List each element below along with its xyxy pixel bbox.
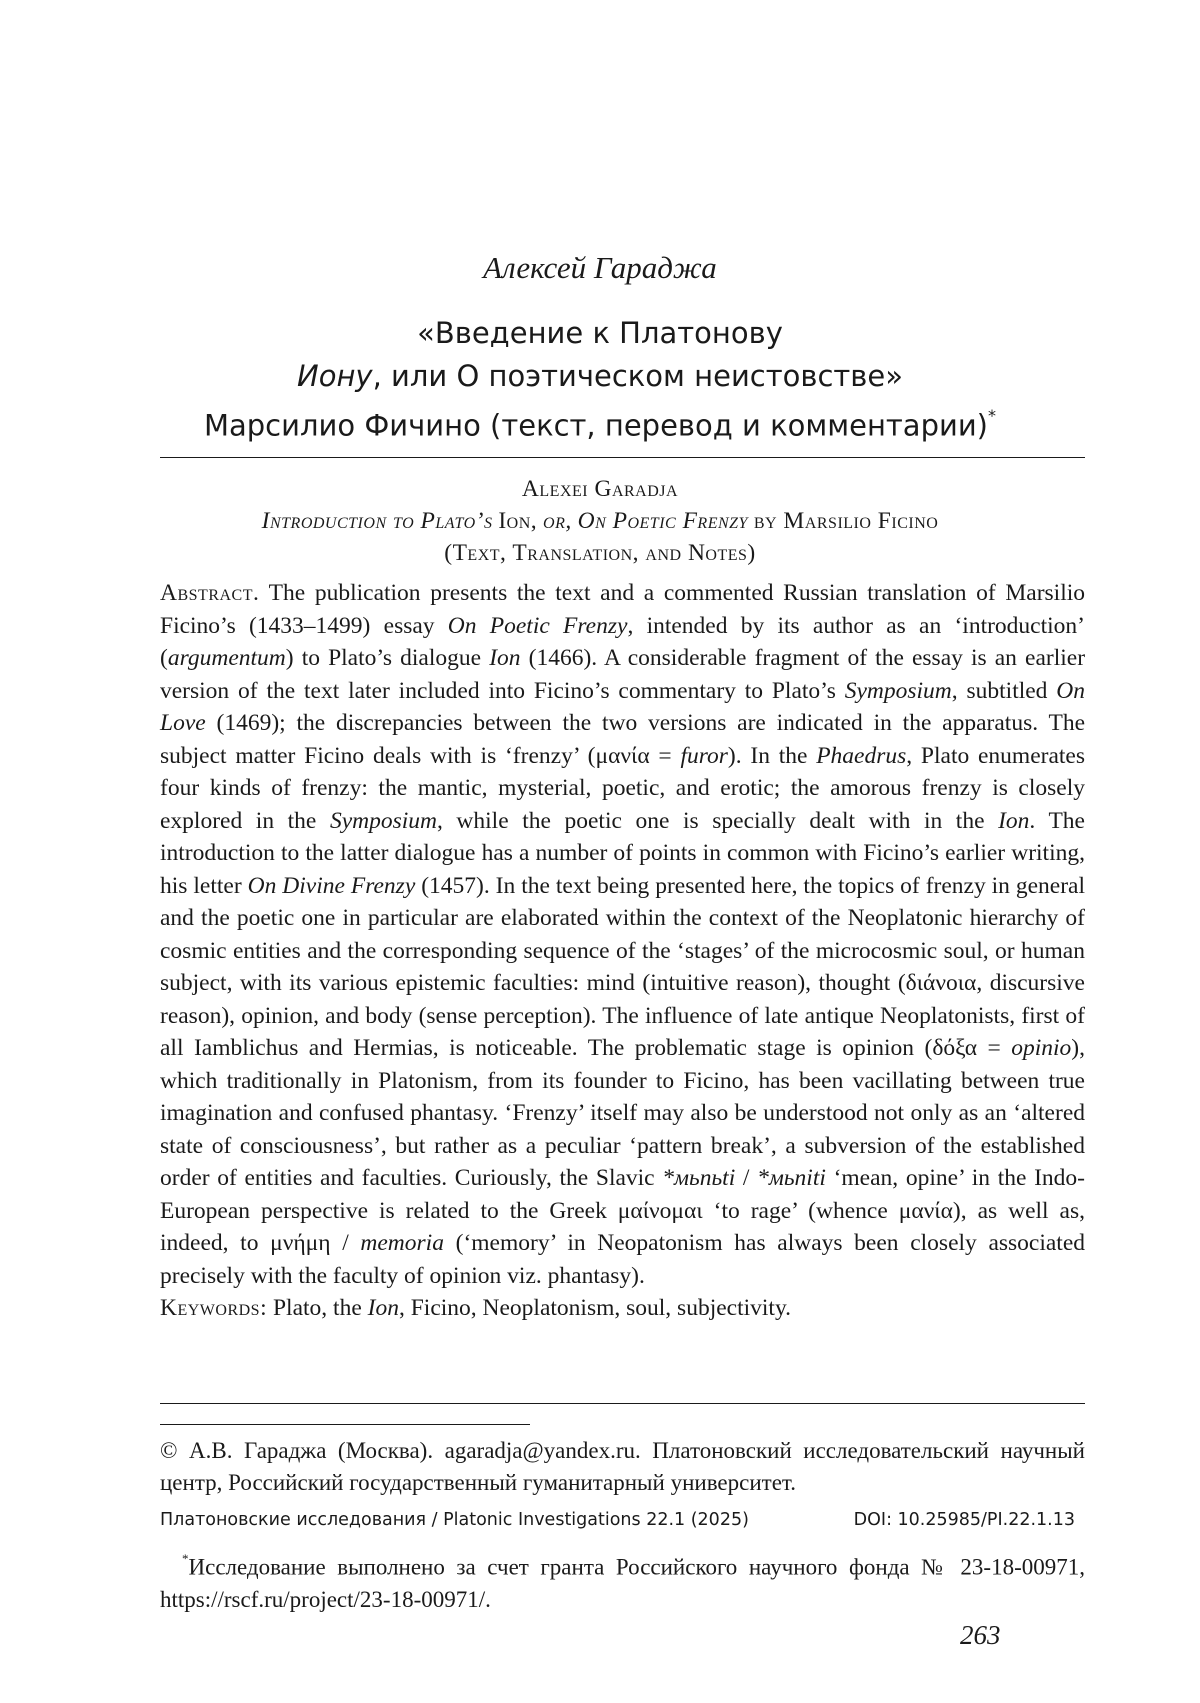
abstract-fragment: (1469); the discrepancies between the two versions are indicated in the apparatus. The subject matter Ficino deals with is ‘frenzy’ (μανία = xyxy=(160,710,1086,769)
keywords-italic: Ion xyxy=(367,1295,399,1321)
abstract-italic: furor xyxy=(680,742,728,769)
abstract-italic: On Divine Frenzy xyxy=(247,872,416,899)
abstract-fragment: , intended by its author as an ‘introduction’ ( xyxy=(160,612,1085,671)
abstract-italic: opinio xyxy=(1011,1035,1072,1061)
abstract-fragment: ). In the xyxy=(727,742,808,769)
abstract-text xyxy=(160,577,1085,1292)
en-header xyxy=(0,473,1200,569)
keywords-fragment: , Ficino, Neoplatonism, soul, subjectivity. xyxy=(398,1295,792,1321)
journal-citation: Платоновские исследования / Platonic Investigations 22.1 (2025) xyxy=(160,1510,749,1530)
abstract-italic: argumentum xyxy=(167,645,286,671)
en-title-e: by Marsilio Ficino xyxy=(753,508,939,534)
doi: DOI: 10.25985/PI.22.1.13 xyxy=(853,1510,1075,1530)
en-author: Alexei Garadja xyxy=(521,476,679,502)
ru-title xyxy=(0,312,1200,448)
abstract-fragment: (‘memory’ in Neopatonism has always been closely associated precisely with the faculty of opinion viz. phantasy). xyxy=(160,1230,1086,1289)
abstract-fragment: , subtitled xyxy=(951,677,1048,704)
abstract xyxy=(160,577,1085,1325)
abstract-italic: Phaedrus xyxy=(816,742,907,769)
title-footnote-mark: * xyxy=(988,406,996,425)
en-title-a: Introduction to Plato’s xyxy=(261,508,493,534)
abstract-fragment: ), which traditionally in Platonism, from its founder to Ficino, has been vacillating between true imagination and confused phantasy. ‘Frenzy’ itself may also be understood not only as an ‘altered state of consciousness’, but rather as a peculiar ‘pattern break’, a subversion of the established order of entities and faculties. Curiously, the Slavic xyxy=(160,1035,1085,1191)
abstract-italic: Ion xyxy=(998,807,1030,834)
abstract-italic: Symposium xyxy=(844,677,952,704)
footnote-rule xyxy=(160,1424,530,1425)
abstract-fragment: (1457). In the text being presented here, the topics of frenzy in general and the poetic one in particular are elaborated within the context of the Neoplatonic hierarchy of cosmic entities and the corresponding sequence of the ‘stages’ of the microcosmic soul, or human subject, with its various epistemic faculties: mind (intuitive reason), thought (διάνοια, discursive reason), opinion, and body (sense perception). The influence of late antique Neoplatonists, first of all Iamblichus and Hermias, is noticeable. The problematic stage is opinion (δόξα = xyxy=(160,872,1086,1061)
ru-title-ion: Иону xyxy=(297,359,373,393)
abstract-fragment: (1466). A considerable fragment of the essay is an earlier version of the text later included into Ficino’s commentary to Plato’s xyxy=(160,645,1086,704)
journal-line xyxy=(160,1510,1085,1530)
footnote-mark: * xyxy=(182,1551,189,1566)
keywords xyxy=(160,1292,1085,1325)
footnote-grant-text: Исследование выполнено за счет гранта Российского научного фонда № 23-18-00971, https://rscf.ru/project/23-18-00971/. xyxy=(160,1554,1085,1612)
en-title-c: or, xyxy=(543,508,572,534)
ru-title-line-3 xyxy=(0,398,1200,448)
ru-author: Алексей Гараджа xyxy=(483,250,717,285)
abstract-italic: On Love xyxy=(160,677,1086,736)
abstract-fragment: / xyxy=(742,1165,750,1191)
abstract-italic: *мьnьti xyxy=(662,1165,736,1191)
abstract-fragment: ‘mean, opine’ in the Indo-European perspective is related to the Greek μαίνομαι ‘to rage’ (whence μανία), as well as, indeed, to μνήμη / xyxy=(160,1165,1086,1256)
abstract-italic: memoria xyxy=(360,1230,444,1256)
ru-title-line-2 xyxy=(0,355,1200,398)
footnote-author: © А.В. Гараджа (Москва). agaradja@yandex.ru. Платоновский исследовательский научный центр, Российский государственный гуманитарный университет. xyxy=(160,1438,1085,1495)
abstract-fragment: , while the poetic one is specially dealt with in the xyxy=(436,807,985,834)
abstract-rule xyxy=(160,1403,1085,1404)
keywords-fragment: Plato, the xyxy=(272,1295,362,1321)
en-subtitle: (Text, Translation, and Notes) xyxy=(444,540,756,566)
en-title-b: Ion, xyxy=(498,508,538,534)
abstract-fragment: . The introduction to the latter dialogue has a number of points in common with Ficino’s earlier writing, his letter xyxy=(160,807,1085,899)
abstract-label: Abstract. xyxy=(160,580,260,606)
en-title xyxy=(0,505,1200,537)
abstract-italic: Symposium xyxy=(329,807,437,834)
keywords-label: Keywords: xyxy=(160,1295,268,1321)
abstract-fragment: ) to Plato’s dialogue xyxy=(285,645,482,671)
page-number: 263 xyxy=(960,1620,1001,1650)
en-title-d: On Poetic Frenzy xyxy=(577,508,748,534)
ru-title-line-1: «Введение к Платонову xyxy=(417,316,783,350)
abstract-italic: Ion xyxy=(489,645,521,671)
ru-title-line-3-text: Марсилио Фичино (текст, перевод и комментарии) xyxy=(203,408,988,443)
abstract-italic: On Poetic Frenzy xyxy=(447,612,628,639)
abstract-fragment: The publication presents the text and a commented Russian translation of Marsilio Ficino’s (1433–1499) essay xyxy=(160,580,1085,639)
footnote-grant xyxy=(160,1546,1085,1616)
header-rule xyxy=(160,457,1085,458)
ru-title-line-2-rest: , или О поэтическом неистовстве» xyxy=(372,359,903,393)
abstract-italic: *мьniti xyxy=(757,1165,826,1191)
abstract-fragment: , Plato enumerates four kinds of frenzy: the mantic, mysterial, poetic, and erotic; the amorous frenzy is closely explored in the xyxy=(160,742,1085,834)
